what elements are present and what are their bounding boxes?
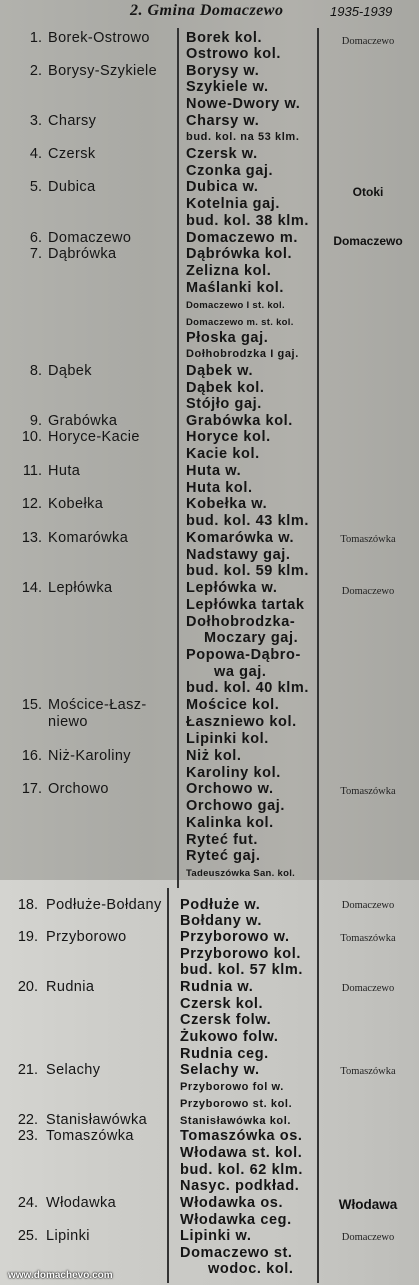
village-entry: Dąbek w. bbox=[186, 363, 254, 379]
village-entry: Lepłówka tartak bbox=[186, 597, 305, 613]
gmina-number: 13. bbox=[21, 530, 42, 546]
gmina-name: Charsy bbox=[48, 113, 97, 129]
gmina-name: Czersk bbox=[48, 146, 96, 162]
village-entry: Włodawa st. kol. bbox=[180, 1145, 303, 1161]
parish-name: Tomaszówka bbox=[340, 933, 396, 944]
gmina-number: 21. bbox=[17, 1062, 38, 1078]
village-entry: Stanisławówka kol. bbox=[180, 1115, 292, 1127]
gmina-name: Mościce-Łasz- bbox=[48, 697, 147, 713]
village-entry: Dołhobrodzka I gaj. bbox=[186, 348, 299, 360]
village-entry: Bołdany w. bbox=[180, 913, 262, 929]
village-entry: Lipinki kol. bbox=[186, 731, 269, 747]
village-entry: Rudnia ceg. bbox=[180, 1046, 269, 1062]
village-entry: Huta kol. bbox=[186, 480, 253, 496]
gmina-name: Dąbrówka bbox=[48, 246, 117, 262]
village-entry: Karoliny kol. bbox=[186, 765, 281, 781]
village-entry: Mościce kol. bbox=[186, 697, 280, 713]
parish-name: Włodawa bbox=[338, 1197, 398, 1212]
village-entry: Borysy w. bbox=[186, 63, 260, 79]
village-entry: Ostrowo kol. bbox=[186, 46, 282, 62]
gmina-name: Włodawka bbox=[46, 1195, 117, 1211]
village-entry: Łaszniewo kol. bbox=[186, 714, 297, 730]
village-entry: Nowe-Dwory w. bbox=[186, 96, 301, 112]
gmina-number: 20. bbox=[17, 979, 38, 995]
parish-name: Tomaszówka bbox=[340, 534, 396, 545]
gmina-name: Niż-Karoliny bbox=[48, 748, 131, 764]
gmina-number: 22. bbox=[17, 1112, 38, 1128]
gmina-name: Lepłówka bbox=[48, 580, 113, 596]
village-entry: Podłuże w. bbox=[180, 897, 261, 913]
parish-name: Otoki bbox=[352, 185, 384, 199]
village-entry: Czonka gaj. bbox=[186, 163, 274, 179]
years-label: 1935-1939 bbox=[330, 4, 393, 19]
column-divider-left bbox=[177, 28, 179, 888]
village-entry: Borek kol. bbox=[186, 30, 263, 46]
parish-name: Domaczewo bbox=[341, 586, 395, 597]
parish-name: Domaczewo bbox=[341, 900, 395, 911]
village-entry: bud. kol. 59 klm. bbox=[186, 563, 310, 579]
village-entry: Domaczewo st. bbox=[180, 1245, 293, 1261]
village-entry: Zelizna kol. bbox=[186, 263, 272, 279]
gmina-name: Kobełka bbox=[48, 496, 104, 512]
village-entry: bud. kol. 43 klm. bbox=[186, 513, 310, 529]
gmina-name: Dubica bbox=[48, 179, 96, 195]
village-entry: Kobełka w. bbox=[186, 496, 268, 512]
village-entry: bud. kol. 57 klm. bbox=[180, 962, 304, 978]
gmina-name: Rudnia bbox=[46, 979, 95, 995]
village-entry: Stójło gaj. bbox=[186, 396, 262, 412]
gmina-name: Huta bbox=[48, 463, 81, 479]
village-entry: Grabówka kol. bbox=[186, 413, 293, 429]
village-entry: Rudnia w. bbox=[180, 979, 254, 995]
village-entry: Lipinki w. bbox=[180, 1228, 252, 1244]
village-entry: Szykiele w. bbox=[186, 79, 269, 95]
village-entry: Horyce kol. bbox=[186, 429, 271, 445]
gmina-number: 17. bbox=[21, 781, 42, 797]
village-entry: Selachy w. bbox=[180, 1062, 260, 1078]
village-entry: Domaczewo I st. kol. bbox=[186, 300, 285, 311]
village-entry: Czersk w. bbox=[186, 146, 258, 162]
village-entry: Przyborowo st. kol. bbox=[180, 1098, 293, 1110]
gmina-number: 14. bbox=[21, 580, 42, 596]
gmina-number: 12. bbox=[21, 496, 42, 512]
gmina-number: 1. bbox=[29, 30, 42, 46]
village-entry: Moczary gaj. bbox=[204, 630, 299, 646]
gmina-number: 24. bbox=[17, 1195, 38, 1211]
gmina-number: 3. bbox=[29, 113, 42, 129]
gmina-name: Borysy-Szykiele bbox=[48, 63, 158, 79]
parish-name: Domaczewo bbox=[341, 983, 395, 994]
village-entry: Włodawka os. bbox=[180, 1195, 284, 1211]
village-entry: Niż kol. bbox=[186, 748, 242, 764]
village-entry: Ryteć fut. bbox=[186, 832, 259, 848]
village-entry: Orchowo w. bbox=[186, 781, 274, 797]
village-entry: Przyborowo kol. bbox=[180, 946, 301, 962]
village-entry: Dubica w. bbox=[186, 179, 259, 195]
village-entry: Nasyc. podkład. bbox=[180, 1178, 300, 1194]
gmina-name: niewo bbox=[48, 714, 88, 730]
gmina-number: 11. bbox=[22, 463, 42, 479]
village-entry: Lepłówka w. bbox=[186, 580, 278, 596]
gmina-number: 4. bbox=[29, 146, 42, 162]
parish-name: Tomaszówka bbox=[340, 1066, 396, 1077]
village-entry: Czersk kol. bbox=[180, 996, 264, 1012]
gmina-number: 19. bbox=[17, 929, 38, 945]
column-divider-right bbox=[317, 28, 319, 1283]
gmina-name: Przyborowo bbox=[46, 929, 127, 945]
village-entry: bud. kol. 62 klm. bbox=[180, 1162, 304, 1178]
village-entry: Charsy w. bbox=[186, 113, 260, 129]
gmina-name: Horyce-Kacie bbox=[48, 429, 140, 445]
gmina-name: Stanisławówka bbox=[46, 1112, 148, 1128]
gmina-number: 5. bbox=[29, 179, 42, 195]
village-entry: Kotelnia gaj. bbox=[186, 196, 281, 212]
gmina-name: Borek-Ostrowo bbox=[48, 30, 150, 46]
gmina-name: Selachy bbox=[46, 1062, 101, 1078]
village-entry: Kacie kol. bbox=[186, 446, 260, 462]
gmina-name: Podłuże-Bołdany bbox=[46, 897, 162, 913]
village-entry: Tomaszówka os. bbox=[180, 1128, 303, 1144]
village-entry: Tadeuszówka San. kol. bbox=[186, 868, 296, 879]
gmina-name: Domaczewo bbox=[48, 230, 132, 246]
village-entry: Włodawka ceg. bbox=[180, 1212, 292, 1228]
column-divider-left-lower bbox=[167, 888, 169, 1283]
parish-name: Tomaszówka bbox=[340, 786, 396, 797]
gmina-name: Dąbek bbox=[48, 363, 92, 379]
gmina-number: 25. bbox=[17, 1228, 38, 1244]
village-entry: Przyborowo fol w. bbox=[180, 1081, 284, 1093]
page-title: 2. Gmina Domaczewo bbox=[130, 2, 284, 19]
village-entry: Żukowo folw. bbox=[180, 1029, 279, 1045]
gmina-name: Tomaszówka bbox=[46, 1128, 134, 1144]
village-entry: bud. kol. 40 klm. bbox=[186, 680, 310, 696]
gmina-number: 6. bbox=[29, 230, 42, 246]
gmina-number: 7. bbox=[29, 246, 42, 262]
village-entry: Komarówka w. bbox=[186, 530, 295, 546]
village-entry: Dołhobrodzka- bbox=[186, 614, 296, 630]
gmina-name: Orchowo bbox=[48, 781, 109, 797]
gmina-number: 18. bbox=[17, 897, 38, 913]
village-entry: Maślanki kol. bbox=[186, 280, 285, 296]
gmina-name: Komarówka bbox=[48, 530, 129, 546]
gmina-name: Lipinki bbox=[46, 1228, 90, 1244]
village-entry: bud. kol. 38 klm. bbox=[186, 213, 310, 229]
village-entry: Ryteć gaj. bbox=[186, 848, 261, 864]
gmina-number: 10. bbox=[21, 429, 42, 445]
village-entry: Przyborowo w. bbox=[180, 929, 290, 945]
parish-name: Domaczewo bbox=[341, 36, 395, 47]
village-entry: Dąbrówka kol. bbox=[186, 246, 293, 262]
village-entry: bud. kol. na 53 klm. bbox=[186, 131, 300, 143]
village-entry: wodoc. kol. bbox=[208, 1261, 294, 1277]
gmina-number: 2. bbox=[29, 63, 42, 79]
gmina-number: 9. bbox=[29, 413, 42, 429]
village-entry: Domaczewo m. st. kol. bbox=[186, 317, 294, 328]
village-entry: Orchowo gaj. bbox=[186, 798, 286, 814]
village-entry: Popowa-Dąbro- bbox=[186, 647, 301, 663]
village-entry: Kalinka kol. bbox=[186, 815, 274, 831]
gmina-number: 23. bbox=[17, 1128, 38, 1144]
village-entry: Czersk folw. bbox=[180, 1012, 272, 1028]
gmina-number: 15. bbox=[21, 697, 42, 713]
village-entry: wa gaj. bbox=[214, 664, 267, 680]
gmina-number: 16. bbox=[21, 748, 42, 764]
parish-name: Domaczewo bbox=[341, 1232, 395, 1243]
village-entry: Domaczewo m. bbox=[186, 230, 298, 246]
parish-name: Domaczewo bbox=[333, 234, 403, 248]
gmina-number: 8. bbox=[29, 363, 42, 379]
village-entry: Dąbek kol. bbox=[186, 380, 265, 396]
gmina-name: Grabówka bbox=[48, 413, 118, 429]
village-entry: Nadstawy gaj. bbox=[186, 547, 291, 563]
website-watermark[interactable]: www.domachevo.com bbox=[8, 1270, 113, 1281]
village-entry: Huta w. bbox=[186, 463, 242, 479]
village-entry: Płoska gaj. bbox=[186, 330, 269, 346]
